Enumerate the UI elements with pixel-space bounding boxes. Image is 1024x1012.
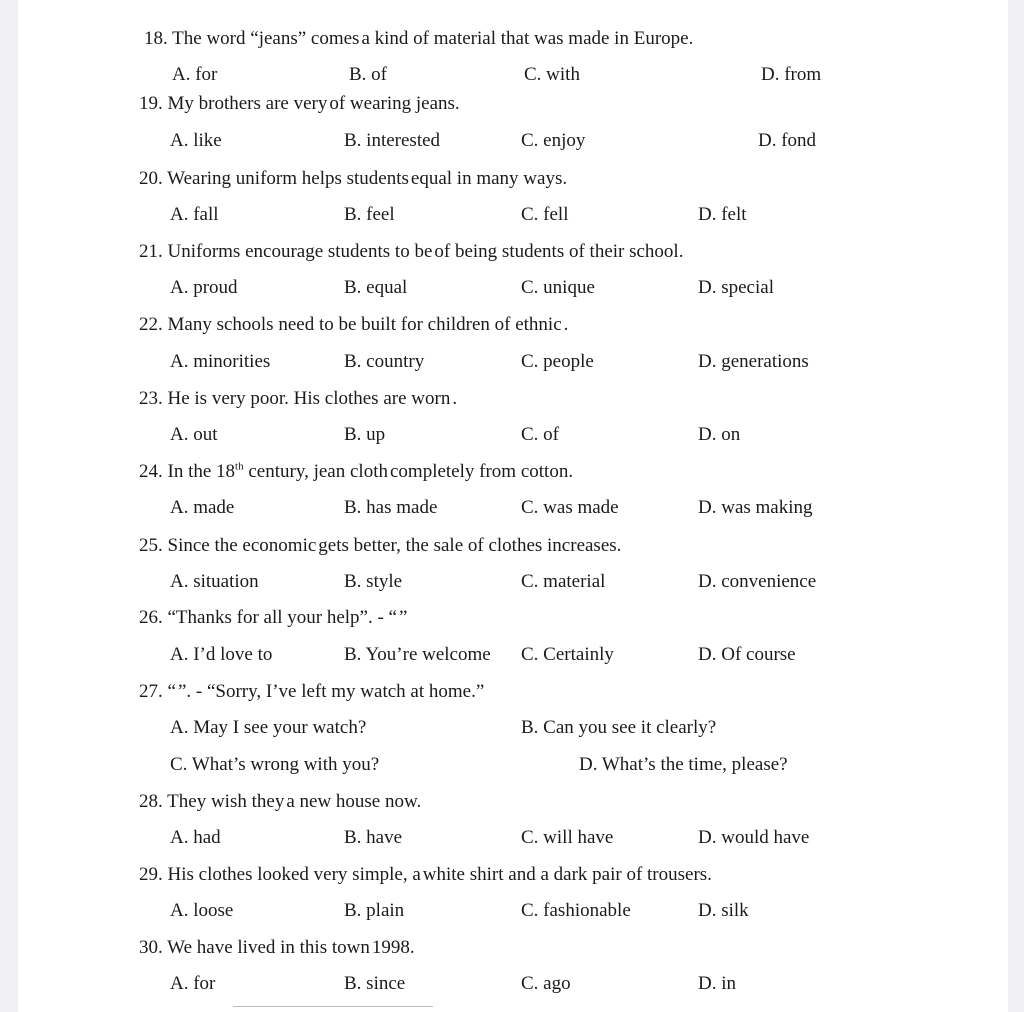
question-stem-end: 1998. <box>371 937 415 958</box>
question-stem-end: a new house now. <box>286 791 422 812</box>
option-c: C. was made <box>521 497 619 518</box>
question-stem: The word “jeans” comes <box>172 28 360 49</box>
question-number: 26. <box>139 607 163 628</box>
question-number: 27. <box>139 681 163 702</box>
option-c: C. enjoy <box>521 130 586 151</box>
option-c: C. unique <box>521 277 595 298</box>
option-b: B. equal <box>344 277 408 298</box>
question-stem: We have lived in this town <box>167 937 370 958</box>
option-b: B. You’re welcome <box>344 644 491 665</box>
option-c: C. Certainly <box>521 644 614 665</box>
option-d: D. in <box>698 973 736 994</box>
question-number: 25. <box>139 535 163 556</box>
question-stem-end: equal in many ways. <box>410 168 568 189</box>
option-a: A. for <box>170 973 216 994</box>
question-23 <box>139 388 1024 410</box>
question-stem: They wish they <box>167 791 285 812</box>
option-c: C. fell <box>521 204 569 225</box>
option-c: C. people <box>521 351 594 372</box>
option-a: A. minorities <box>170 351 271 372</box>
option-a: A. proud <box>170 277 238 298</box>
option-c: C. ago <box>521 973 571 994</box>
question-stem: He is very poor. His clothes are worn <box>167 388 451 409</box>
question-number: 28. <box>139 791 163 812</box>
question-30 <box>139 937 1024 959</box>
option-c: C. material <box>521 571 606 592</box>
option-a: A. out <box>170 424 218 445</box>
question-number: 19. <box>139 93 163 114</box>
question-21 <box>139 241 1024 263</box>
option-b: B. Can you see it clearly? <box>521 717 717 738</box>
option-d: D. convenience <box>698 571 817 592</box>
option-d: D. Of course <box>698 644 796 665</box>
question-stem: His clothes looked very simple, a <box>167 864 421 885</box>
option-c: C. with <box>524 64 580 85</box>
question-stem: Since the economic <box>167 535 317 556</box>
question-stem-end: . <box>563 314 569 335</box>
option-a: A. situation <box>170 571 259 592</box>
option-a: A. loose <box>170 900 234 921</box>
option-c: C. fashionable <box>521 900 631 921</box>
question-stem-end: a kind of material that was made in Europe. <box>361 28 694 49</box>
option-d: D. felt <box>698 204 747 225</box>
question-stem-end: completely from cotton. <box>389 461 574 482</box>
question-22 <box>139 314 1024 336</box>
option-d: D. fond <box>758 130 817 151</box>
option-a: A. I’d love to <box>170 644 273 665</box>
question-stem-end: of wearing jeans. <box>329 93 460 114</box>
question-number: 24. <box>139 461 163 482</box>
question-stem: “Thanks for all your help”. - “ <box>167 607 397 628</box>
option-d: D. from <box>761 64 822 85</box>
question-24 <box>139 461 1024 483</box>
option-b: B. feel <box>344 204 395 225</box>
question-number: 30. <box>139 937 163 958</box>
option-d: D. What’s the time, please? <box>579 754 788 775</box>
option-b: B. interested <box>344 130 441 151</box>
option-d: D. special <box>698 277 774 298</box>
question-stem: Uniforms encourage students to be <box>167 241 433 262</box>
option-d: D. would have <box>698 827 810 848</box>
question-19 <box>139 93 1024 115</box>
question-28 <box>139 791 1024 813</box>
cut-off-line <box>233 1006 433 1007</box>
question-stem: In the 18 <box>167 461 236 482</box>
option-d: D. silk <box>698 900 749 921</box>
question-stem: Wearing uniform helps students <box>167 168 409 189</box>
question-27 <box>139 681 1024 703</box>
question-number: 29. <box>139 864 163 885</box>
question-stem-end: . <box>452 388 458 409</box>
option-a: A. for <box>172 64 218 85</box>
option-a: A. had <box>170 827 221 848</box>
option-a: A. made <box>170 497 235 518</box>
question-18 <box>144 28 1024 50</box>
option-c: C. What’s wrong with you? <box>170 754 380 775</box>
option-a: A. fall <box>170 204 219 225</box>
question-stem-end: of being students of their school. <box>434 241 684 262</box>
exercise-page <box>18 0 1008 1012</box>
option-b: B. since <box>344 973 406 994</box>
option-b: B. style <box>344 571 403 592</box>
option-b: B. have <box>344 827 403 848</box>
question-number: 23. <box>139 388 163 409</box>
option-c: C. will have <box>521 827 614 848</box>
question-stem-cont: century, jean cloth <box>243 461 388 482</box>
question-stem-end: ” <box>399 607 408 628</box>
option-a: A. May I see your watch? <box>170 717 367 738</box>
option-b: B. country <box>344 351 425 372</box>
question-number: 22. <box>139 314 163 335</box>
option-d: D. generations <box>698 351 809 372</box>
option-d: D. on <box>698 424 741 445</box>
ordinal-suffix: th <box>235 460 244 473</box>
question-stem-end: gets better, the sale of clothes increases. <box>318 535 622 556</box>
option-b: B. has made <box>344 497 438 518</box>
question-20 <box>139 168 1024 190</box>
option-c: C. of <box>521 424 559 445</box>
question-number: 18. <box>144 28 168 49</box>
question-number: 21. <box>139 241 163 262</box>
question-stem: My brothers are very <box>167 93 328 114</box>
question-stem-end: ”. - “Sorry, I’ve left my watch at home.” <box>177 681 485 702</box>
option-a: A. like <box>170 130 222 151</box>
option-b: B. up <box>344 424 386 445</box>
option-b: B. plain <box>344 900 405 921</box>
question-26 <box>139 607 1024 629</box>
question-stem: Many schools need to be built for children of ethnic <box>167 314 562 335</box>
question-stem-end: white shirt and a dark pair of trousers. <box>422 864 712 885</box>
question-29 <box>139 864 1024 886</box>
question-stem: “ <box>167 681 176 702</box>
option-d: D. was making <box>698 497 813 518</box>
question-number: 20. <box>139 168 163 189</box>
question-25 <box>139 535 1024 557</box>
option-b: B. of <box>349 64 387 85</box>
